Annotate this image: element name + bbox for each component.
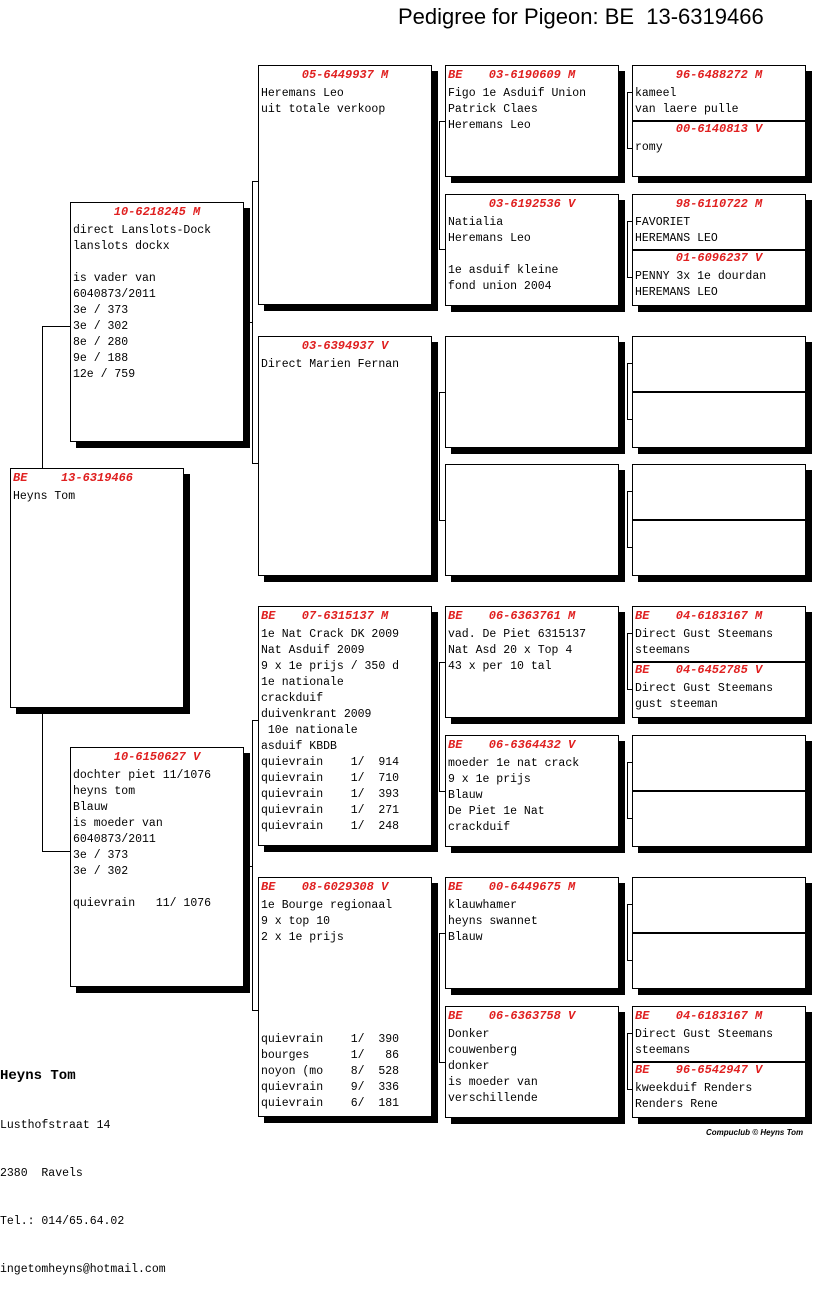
- gs1-line: uit totale verkoop: [261, 103, 386, 116]
- gen5-card: [632, 65, 806, 177]
- connector-line: [252, 463, 258, 464]
- dam-line: Blauw: [73, 801, 108, 814]
- gd1-card: [258, 336, 432, 576]
- sire-line: 6040873/2011: [73, 288, 156, 301]
- connector-line: [244, 322, 252, 323]
- sire-header: [71, 205, 243, 219]
- great-grandparent-line: Natialia: [448, 216, 504, 229]
- gs1-content: [259, 68, 431, 118]
- page-title: Pedigree for Pigeon: BE 13-6319466: [398, 4, 764, 29]
- gd2-result-line: noyon (mo 8/ 528: [261, 1065, 400, 1078]
- sire-line: 3e / 373: [73, 304, 129, 317]
- gs2-line: 9 x 1e prijs / 350 d: [261, 660, 400, 673]
- great-grandparent-content: [446, 339, 618, 357]
- connector-line: [439, 933, 440, 1062]
- owner-phone: Tel.: 014/65.64.02: [0, 1215, 125, 1228]
- gen5-top-spacer: [633, 894, 805, 898]
- gs2-line: asduif KBDB: [261, 740, 337, 753]
- gen5-top-line: steemans: [635, 644, 691, 657]
- sire-card: [70, 202, 244, 442]
- gen5-bottom-header: [633, 251, 805, 265]
- great-grandparent-card: [445, 877, 619, 989]
- subject-header: [11, 471, 183, 485]
- gen5-bottom-header: [633, 393, 805, 407]
- great-grandparent-line: 1e asduif kleine: [448, 264, 559, 277]
- connector-line: [627, 547, 632, 548]
- gen5-card: [632, 1006, 806, 1118]
- gs1-ring-number: 05-6449937 M: [301, 68, 389, 82]
- great-grandparent-line: fond union 2004: [448, 280, 552, 293]
- great-grandparent-ring-number: 06-6363758 V: [488, 1009, 576, 1023]
- gd2-line: 9 x top 10: [261, 915, 331, 928]
- connector-line: [42, 851, 70, 852]
- sire-line: [71, 255, 243, 271]
- gen5-top-line: van laere pulle: [635, 103, 739, 116]
- dam-line: quievrain 11/ 1076: [73, 897, 212, 910]
- gen5-top-ring-number: 04-6183167 M: [675, 609, 763, 623]
- dam-line: 3e / 373: [73, 849, 129, 862]
- owner-block: [0, 1034, 166, 1294]
- gen5-bottom-line: romy: [635, 141, 663, 154]
- gen5-bottom-header: [633, 934, 805, 948]
- gs1-line: Heremans Leo: [261, 87, 344, 100]
- gs2-line: quievrain 1/ 248: [261, 820, 400, 833]
- great-grandparent-header: [446, 197, 618, 211]
- gen5-bottom-header: [633, 122, 805, 136]
- gd2-line: 2 x 1e prijs: [261, 931, 344, 944]
- gd1-header: [259, 339, 431, 353]
- gs2-line: crackduif: [261, 692, 324, 705]
- gen5-bottom-content: [633, 521, 805, 539]
- gen5-card: [632, 194, 806, 306]
- great-grandparent-ring-number: [448, 467, 616, 481]
- gen5-bottom-ring-number: [635, 521, 803, 535]
- gen5-top-header: [633, 339, 805, 353]
- gs2-card: [258, 606, 432, 846]
- connector-line: [627, 762, 628, 818]
- gs2-content: [259, 609, 431, 835]
- gen5-bottom-line: HEREMANS LEO: [635, 286, 718, 299]
- gen5-top-ring-number: 04-6183167 M: [675, 1009, 763, 1023]
- great-grandparent-content: [446, 467, 618, 485]
- great-grandparent-line: [446, 247, 618, 263]
- gen5-bottom-ring-number: 01-6096237 V: [675, 251, 763, 265]
- gen5-bottom-spacer: [633, 806, 805, 810]
- connector-line: [627, 363, 628, 419]
- great-grandparent-ring-number: [448, 339, 616, 353]
- gd2-result-line: quievrain 6/ 181: [261, 1097, 400, 1110]
- great-grandparent-line: De Piet 1e Nat: [448, 805, 545, 818]
- connector-line: [627, 689, 632, 690]
- connector-line: [439, 1062, 445, 1063]
- connector-line: [439, 392, 440, 520]
- dam-header: [71, 750, 243, 764]
- connector-line: [42, 714, 43, 851]
- gen5-bottom-ring-number: [635, 792, 803, 806]
- gen5-top-header: [633, 880, 805, 894]
- subject-content: [11, 471, 183, 505]
- owner-city: 2380 Ravels: [0, 1167, 83, 1180]
- great-grandparent-spacer: [446, 481, 618, 485]
- great-grandparent-content: [446, 197, 618, 295]
- great-grandparent-line: Nat Asd 20 x Top 4: [448, 644, 573, 657]
- subject-ring-number: 13-6319466: [60, 471, 133, 485]
- subject-line: Heyns Tom: [13, 490, 76, 503]
- dam-line: 3e / 302: [73, 865, 129, 878]
- great-grandparent-content: [446, 609, 618, 675]
- owner-address: Lusthofstraat 14: [0, 1119, 111, 1132]
- gen5-top-header: [633, 467, 805, 481]
- connector-line: [627, 1033, 628, 1089]
- great-grandparent-content: [446, 1009, 618, 1107]
- owner-email[interactable]: ingetomheyns@hotmail.com: [0, 1263, 166, 1276]
- great-grandparent-line: Blauw: [448, 931, 483, 944]
- great-grandparent-line: Heremans Leo: [448, 119, 531, 132]
- gen5-top-spacer: [633, 353, 805, 357]
- gen5-top-line: Direct Gust Steemans: [635, 628, 774, 641]
- great-grandparent-line: donker: [448, 1060, 490, 1073]
- great-grandparent-header: [446, 68, 618, 82]
- great-grandparent-line: is moeder van: [448, 1076, 538, 1089]
- connector-line: [439, 121, 440, 249]
- gs2-header: [259, 609, 431, 623]
- gd2-results: [259, 1032, 431, 1112]
- gen5-bottom-ring-number: [635, 393, 803, 407]
- gd1-line: Direct Marien Fernan: [261, 358, 400, 371]
- gen5-bottom-content: [633, 393, 805, 411]
- gen5-bottom-header: [633, 521, 805, 535]
- great-grandparent-card: [445, 194, 619, 306]
- gen5-bottom-line: kweekduif Renders: [635, 1082, 753, 1095]
- dam-line: 6040873/2011: [73, 833, 156, 846]
- gen5-top-header: [633, 609, 805, 623]
- great-grandparent-content: [446, 880, 618, 946]
- gen5-bottom-ring-number: 00-6140813 V: [675, 122, 763, 136]
- gen5-bottom-spacer: [633, 535, 805, 539]
- gen5-top-content: [633, 1009, 805, 1059]
- connector-line: [627, 1089, 632, 1090]
- great-grandparent-line: 9 x 1e prijs: [448, 773, 531, 786]
- gd2-content: [259, 880, 431, 946]
- great-grandparent-line: Blauw: [448, 789, 483, 802]
- gen5-top-content: [633, 609, 805, 659]
- great-grandparent-prefix: BE: [448, 738, 463, 752]
- great-grandparent-card: [445, 606, 619, 718]
- gen5-top-content: [633, 880, 805, 898]
- gen5-top-ring-number: 96-6488272 M: [675, 68, 763, 82]
- gen5-top-line: kameel: [635, 87, 677, 100]
- gen5-top-content: [633, 68, 805, 118]
- gd2-result-line: quievrain 9/ 336: [261, 1081, 400, 1094]
- great-grandparent-ring-number: 06-6364432 V: [488, 738, 576, 752]
- gs2-line: duivenkrant 2009: [261, 708, 372, 721]
- gd1-content: [259, 339, 431, 373]
- gen5-bottom-header: [633, 663, 805, 677]
- gen5-top-ring-number: [635, 339, 803, 353]
- gen5-top-header: [633, 738, 805, 752]
- gen5-bottom-content: [633, 122, 805, 156]
- great-grandparent-line: crackduif: [448, 821, 511, 834]
- great-grandparent-header: [446, 880, 618, 894]
- credit-footer: Compuclub © Heyns Tom: [706, 1128, 804, 1137]
- great-grandparent-line: 43 x per 10 tal: [448, 660, 552, 673]
- sire-line: lanslots dockx: [73, 240, 170, 253]
- dam-card: [70, 747, 244, 987]
- gen5-card: [632, 735, 806, 847]
- gen5-bottom-content: [633, 251, 805, 301]
- gen5-card: [632, 606, 806, 718]
- gd2-header: [259, 880, 431, 894]
- gen5-bottom-prefix: BE: [635, 1063, 650, 1077]
- dam-line: is moeder van: [73, 817, 163, 830]
- connector-line: [627, 148, 632, 149]
- connector-line: [439, 791, 445, 792]
- connector-line: [627, 904, 628, 960]
- dam-line: dochter piet 11/1076: [73, 769, 212, 782]
- gs2-line: 1e nationale: [261, 676, 344, 689]
- gen5-card: [632, 464, 806, 576]
- gd2-ring-number: 08-6029308 V: [301, 880, 389, 894]
- gd2-result-line: bourges 1/ 86: [261, 1049, 400, 1062]
- gs2-line: Nat Asduif 2009: [261, 644, 365, 657]
- great-grandparent-prefix: BE: [448, 1009, 463, 1023]
- gen5-bottom-ring-number: [635, 934, 803, 948]
- great-grandparent-line: verschillende: [448, 1092, 538, 1105]
- dam-line: [71, 880, 243, 896]
- gs2-line: 10e nationale: [261, 724, 358, 737]
- connector-line: [627, 491, 628, 547]
- great-grandparent-line: heyns swannet: [448, 915, 538, 928]
- gen5-card: [632, 336, 806, 448]
- great-grandparent-ring-number: 06-6363761 M: [488, 609, 576, 623]
- connector-line: [252, 720, 253, 1011]
- gs2-line: quievrain 1/ 914: [261, 756, 400, 769]
- gen5-top-content: [633, 197, 805, 247]
- gen5-bottom-line: gust steeman: [635, 698, 718, 711]
- great-grandparent-line: klauwhamer: [448, 899, 518, 912]
- gen5-bottom-ring-number: 04-6452785 V: [675, 663, 763, 677]
- gen5-bottom-prefix: BE: [635, 663, 650, 677]
- gen5-top-prefix: BE: [635, 609, 650, 623]
- gen5-top-spacer: [633, 481, 805, 485]
- gen5-top-ring-number: [635, 738, 803, 752]
- connector-line: [439, 662, 440, 791]
- connector-line: [42, 326, 43, 468]
- gs2-prefix: BE: [261, 609, 276, 623]
- gen5-bottom-header: [633, 792, 805, 806]
- sire-line: 12e / 759: [73, 368, 136, 381]
- gen5-top-ring-number: 98-6110722 M: [675, 197, 763, 211]
- connector-line: [627, 818, 632, 819]
- connector-line: [627, 960, 632, 961]
- gen5-top-ring-number: [635, 467, 803, 481]
- connector-line: [627, 419, 632, 420]
- sire-line: 8e / 280: [73, 336, 129, 349]
- sire-line: 9e / 188: [73, 352, 129, 365]
- great-grandparent-header: [446, 1009, 618, 1023]
- great-grandparent-card: [445, 65, 619, 177]
- gen5-bottom-spacer: [633, 407, 805, 411]
- dam-ring-number: 10-6150627 V: [113, 750, 201, 764]
- dam-content: [71, 750, 243, 912]
- gen5-top-ring-number: [635, 880, 803, 894]
- subject-card: [10, 468, 184, 708]
- great-grandparent-header: [446, 339, 618, 353]
- great-grandparent-card: [445, 336, 619, 448]
- great-grandparent-spacer: [446, 353, 618, 357]
- gen5-top-header: [633, 1009, 805, 1023]
- gen5-top-line: FAVORIET: [635, 216, 691, 229]
- gen5-bottom-line: PENNY 3x 1e dourdan: [635, 270, 767, 283]
- great-grandparent-prefix: BE: [448, 880, 463, 894]
- great-grandparent-card: [445, 1006, 619, 1118]
- great-grandparent-header: [446, 467, 618, 481]
- gd2-line: 1e Bourge regionaal: [261, 899, 393, 912]
- great-grandparent-line: Donker: [448, 1028, 490, 1041]
- connector-line: [627, 92, 628, 148]
- great-grandparent-line: Heremans Leo: [448, 232, 531, 245]
- gen5-top-content: [633, 467, 805, 485]
- gen5-bottom-header: [633, 1063, 805, 1077]
- gen5-bottom-spacer: [633, 948, 805, 952]
- great-grandparent-line: couwenberg: [448, 1044, 518, 1057]
- gen5-bottom-ring-number: 96-6542947 V: [675, 1063, 763, 1077]
- gen5-top-content: [633, 738, 805, 756]
- dam-line: heyns tom: [73, 785, 136, 798]
- gd2-card: [258, 877, 432, 1117]
- great-grandparent-content: [446, 738, 618, 836]
- sire-line: 3e / 302: [73, 320, 129, 333]
- great-grandparent-prefix: BE: [448, 609, 463, 623]
- great-grandparent-line: moeder 1e nat crack: [448, 757, 580, 770]
- great-grandparent-header: [446, 609, 618, 623]
- connector-line: [627, 277, 632, 278]
- gs2-ring-number: 07-6315137 M: [301, 609, 389, 623]
- gen5-top-header: [633, 68, 805, 82]
- connector-line: [439, 249, 445, 250]
- gs2-line: quievrain 1/ 393: [261, 788, 400, 801]
- gen5-bottom-line: Direct Gust Steemans: [635, 682, 774, 695]
- gen5-bottom-content: [633, 1063, 805, 1113]
- gs2-line: quievrain 1/ 710: [261, 772, 400, 785]
- gen5-top-line: HEREMANS LEO: [635, 232, 718, 245]
- connector-line: [439, 520, 445, 521]
- gen5-bottom-line: Renders Rene: [635, 1098, 718, 1111]
- gs1-header: [259, 68, 431, 82]
- great-grandparent-line: Patrick Claes: [448, 103, 538, 116]
- gen5-top-spacer: [633, 752, 805, 756]
- connector-line: [42, 326, 70, 327]
- great-grandparent-line: Figo 1e Asduif Union: [448, 87, 587, 100]
- gen5-card: [632, 877, 806, 989]
- connector-line: [627, 633, 628, 689]
- gen5-top-header: [633, 197, 805, 211]
- connector-line: [252, 181, 253, 464]
- sire-line: direct Lanslots-Dock: [73, 224, 212, 237]
- great-grandparent-ring-number: 03-6192536 V: [488, 197, 576, 211]
- great-grandparent-line: vad. De Piet 6315137: [448, 628, 587, 641]
- gd2-prefix: BE: [261, 880, 276, 894]
- gen5-bottom-content: [633, 934, 805, 952]
- gen5-bottom-content: [633, 792, 805, 810]
- sire-content: [71, 205, 243, 383]
- gen5-top-line: Direct Gust Steemans: [635, 1028, 774, 1041]
- great-grandparent-ring-number: 00-6449675 M: [488, 880, 576, 894]
- gs1-card: [258, 65, 432, 305]
- gen5-top-prefix: BE: [635, 1009, 650, 1023]
- great-grandparent-card: [445, 464, 619, 576]
- gen5-top-line: steemans: [635, 1044, 691, 1057]
- gen5-bottom-content: [633, 663, 805, 713]
- great-grandparent-header: [446, 738, 618, 752]
- gs2-line: quievrain 1/ 271: [261, 804, 400, 817]
- owner-name: Heyns Tom: [0, 1068, 76, 1084]
- great-grandparent-card: [445, 735, 619, 847]
- sire-ring-number: 10-6218245 M: [113, 205, 201, 219]
- great-grandparent-ring-number: 03-6190609 M: [488, 68, 576, 82]
- gs2-line: 1e Nat Crack DK 2009: [261, 628, 400, 641]
- subject-prefix: BE: [13, 471, 28, 485]
- great-grandparent-content: [446, 68, 618, 134]
- gen5-top-content: [633, 339, 805, 357]
- sire-line: is vader van: [73, 272, 156, 285]
- gd1-ring-number: 03-6394937 V: [301, 339, 389, 353]
- connector-line: [244, 866, 252, 867]
- connector-line: [252, 1010, 258, 1011]
- connector-line: [627, 221, 628, 277]
- gd2-result-line: quievrain 1/ 390: [261, 1033, 400, 1046]
- great-grandparent-prefix: BE: [448, 68, 463, 82]
